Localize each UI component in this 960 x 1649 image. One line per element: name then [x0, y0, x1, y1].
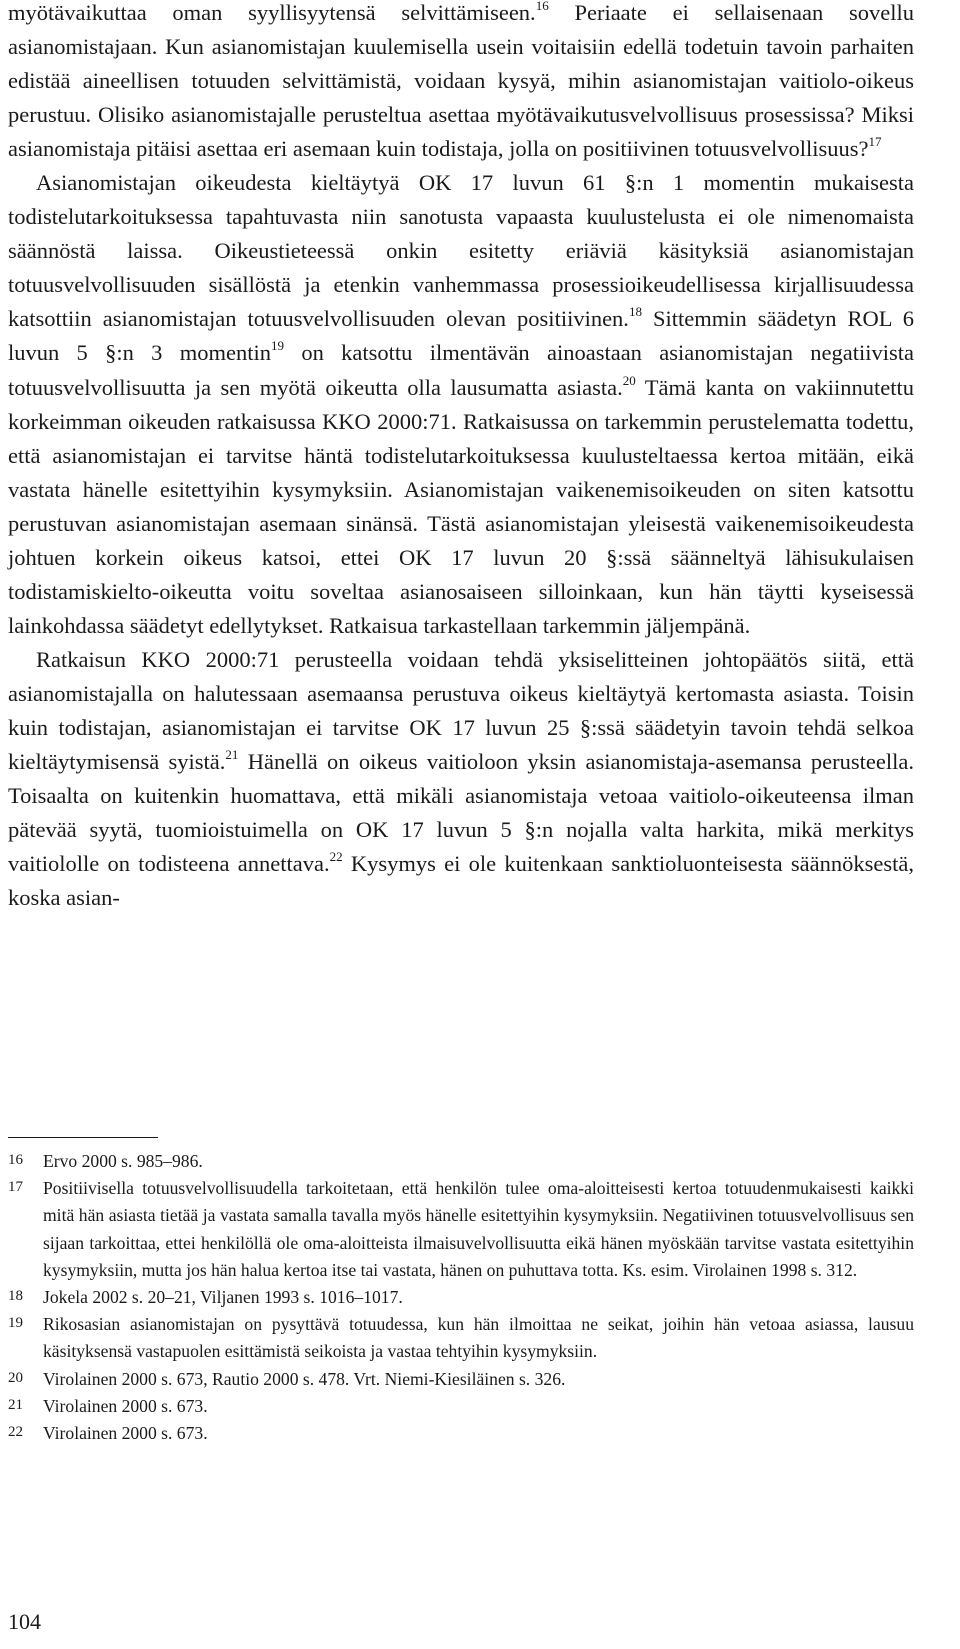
footnote-number: 21	[8, 1396, 23, 1413]
paragraph-2	[8, 166, 914, 643]
footnote-ref[interactable]: 21	[225, 746, 239, 762]
paragraph-1	[8, 0, 914, 166]
footnote-ref[interactable]: 20	[622, 372, 636, 388]
footnote-text: Ervo 2000 s. 985–986.	[43, 1151, 203, 1171]
footnote	[8, 1393, 914, 1420]
text-run: Kysymys ei ole kuitenkaan sanktioluonteisesta säännöksestä, koska asian-	[8, 851, 914, 911]
footnote-ref[interactable]: 17	[868, 134, 882, 150]
text-run: Hänellä on oikeus vaitioloon yksin asianomistaja-asemansa perusteella. Toisaalta on kuitenkin huomattava, että mikäli asianomistaja vetoaa vaitiolo-oikeuteensa ilman pätevää syytä, tuomioistuimella on OK 17 luvun 5 §:n nojalla valta harkita, mikä merkitys vaitiololle on todisteena annettava.	[8, 749, 915, 877]
footnote	[8, 1420, 914, 1447]
footnote-text: Virolainen 2000 s. 673, Rautio 2000 s. 478. Vrt. Niemi-Kiesiläinen s. 326.	[43, 1368, 566, 1389]
text-run: Tämä kanta on vakiinnutettu korkeimman oikeuden ratkaisussa KKO 2000:71. Ratkaisussa on tarkemmin perustelematta todettu, että asianomistajan ei tarvitse häntä todistelutarkoituksessa kuulusteltaessa kertoa mitään, eikä vastata hänelle esitettyihin kysymyksiin. Asianomistajan vaikenemisoikeuden on siten katsottu perustuvan asianomistajan asemaan sinänsä. Tästä asianomistajan yleisestä vaikenemisoikeudesta johtuen korkein oikeus katsoi, ettei OK 17 luvun 20 §:ssä säänneltyä lähisukulaisen todistamiskielto-oikeutta voitu soveltaa asianosaiseen silloinkaan, kun hän täytti kyseisessä lainkohdassa säädetyt edellytykset. Ratkaisua tarkastellaan tarkemmin jäljempänä.	[8, 374, 914, 638]
footnote	[8, 1284, 914, 1311]
footnote	[8, 1175, 914, 1284]
paragraph-3	[8, 643, 914, 915]
text-run: Ratkaisun KKO 2000:71 perusteella voidaan tehdä yksiselitteinen johtopäätös siitä, että asianomistajalla on halutessaan asemaansa perustuva oikeus kieltäytyä kertomasta asiasta. Toisin kuin todistajan, asianomistajan ei tarvitse OK 17 luvun 25 §:ssä säädetyin tavoin tehdä selkoa kieltäytymisensä syistä.	[8, 646, 914, 775]
footnote-text: Jokela 2002 s. 20–21, Viljanen 1993 s. 1016–1017.	[43, 1287, 403, 1308]
text-run: Sittemmin säädetyn ROL 6 luvun 5 §:n 3 momentin	[8, 306, 914, 366]
footnote	[8, 1311, 914, 1365]
footnotes	[8, 1148, 914, 1447]
footnote-separator	[8, 1137, 158, 1138]
text-run: Periaate ei sellaisenaan sovellu asianomistajaan. Kun asianomistajan kuulemisella usein voitaisiin edellä todetuin tavoin parhaiten edistää aineellisen totuuden selvittämistä, voidaan kysyä, mihin asianomistajan vaitiolo-oikeus perustuu. Olisiko asianomistajalle perusteltua asettaa myötävaikutusvelvollisuus prosessissa? Miksi asianomistaja pitäisi asettaa eri asemaan kuin todistaja, jolla on positiivinen totuusvelvollisuus?	[8, 0, 914, 162]
footnote-ref[interactable]: 16	[535, 0, 549, 13]
main-text	[8, 0, 914, 915]
footnote-number: 16	[8, 1152, 23, 1168]
footnote-ref[interactable]: 22	[329, 849, 343, 864]
footnote-number: 17	[8, 1179, 23, 1196]
footnote-text: Virolainen 2000 s. 673.	[43, 1423, 208, 1444]
footnote	[8, 1366, 914, 1393]
footnote-number: 22	[8, 1424, 23, 1441]
footnote-number: 18	[8, 1288, 23, 1305]
footnote-ref[interactable]: 19	[270, 338, 285, 354]
text-run: on katsottu ilmentävän ainoastaan asianomistajan negatiivista totuusvelvollisuutta ja sen myötä oikeutta olla lausumatta asiasta.	[8, 340, 914, 400]
footnote-ref[interactable]: 18	[628, 304, 642, 320]
footnote-number: 20	[8, 1369, 23, 1386]
footnote-text: Positiivisella totuusvelvollisuudella tarkoitetaan, että henkilön tulee oma-aloitteisesti kertoa totuudenmukaisesti kaikki mitä hän asiasta tietää ja vastata samalla tavalla myös hänelle esitettyihin kysymyksiin. Negatiivinen totuusvelvollisuus sen sijaan tarkoittaa, ettei henkilöllä ole oma-aloitteista ilmaisuvelvollisuutta eikä hänen myöskään tarvitse vastata esitettyihin kysymyksiin, mutta jos hän halua kertoa itse tai vastata, hänen on puhuttava totta. Ks. esim. Virolainen 1998 s. 312.	[43, 1178, 914, 1280]
page-number: 104	[8, 1609, 41, 1634]
footnote	[8, 1148, 914, 1175]
footnote-text: Virolainen 2000 s. 673.	[43, 1395, 208, 1416]
footnote-number: 19	[8, 1315, 23, 1332]
text-run: Asianomistajan oikeudesta kieltäytyä OK 17 luvun 61 §:n 1 momentin mukaisesta todistelutarkoituksessa tapahtuvasta niin sanotusta vapaasta kuulustelusta ei ole nimenomaista säännöstä laissa. Oikeustieteessä onkin esitetty eriäviä käsityksiä asianomistajan totuusvelvollisuuden sisällöstä ja etenkin vanhemmassa prosessioikeudellisessa kirjallisuudessa katsottiin asianomistajan totuusvelvollisuuden olevan positiivinen.	[8, 170, 914, 332]
footnote-text: Rikosasian asianomistajan on pysyttävä totuudessa, kun hän ilmoittaa ne seikat, joihin hän vetoaa asiassa, lausuu käsityksensä vastapuolen esittämistä seikoista ja vastaa tehtyihin kysymyksiin.	[43, 1314, 914, 1362]
text-run: myötävaikuttaa oman syyllisyytensä selvittämiseen.	[8, 0, 536, 25]
